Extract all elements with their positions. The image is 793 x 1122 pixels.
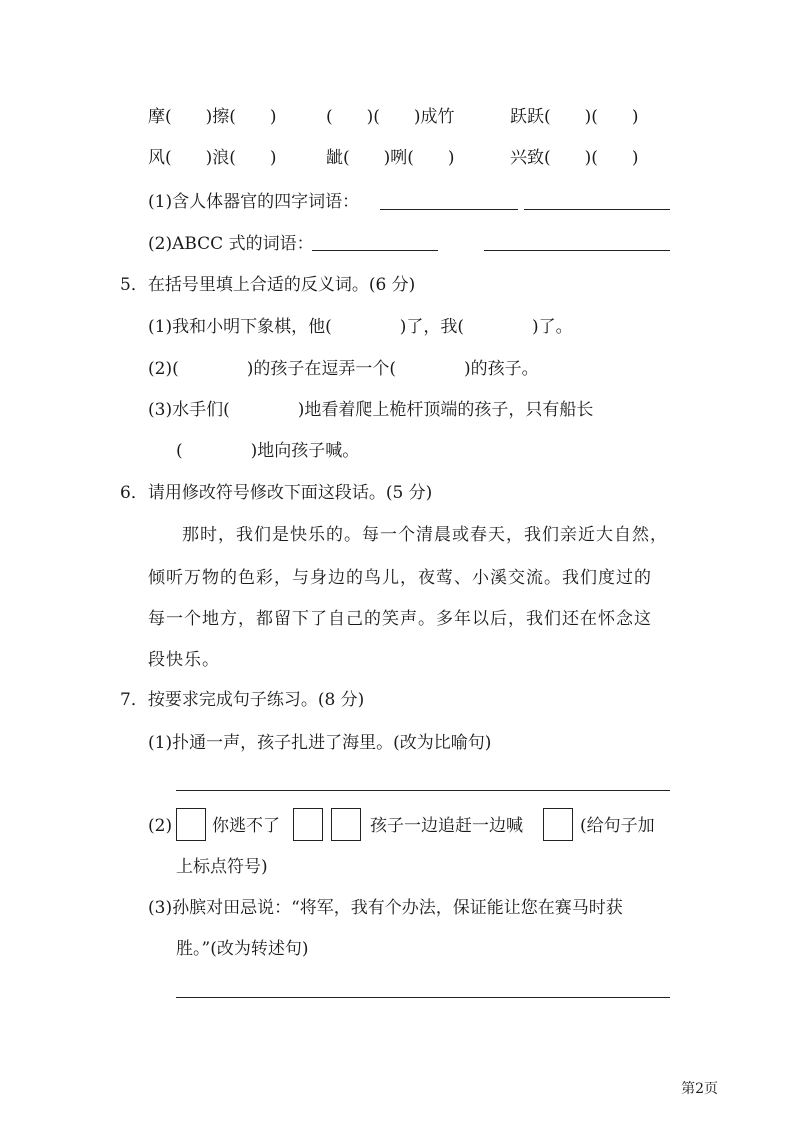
- q7-s2-label: (2): [148, 816, 173, 836]
- q5-title: 5．在括号里填上合适的反义词。(6 分): [120, 275, 416, 295]
- q4-sub2-answer-line-2[interactable]: [484, 250, 670, 251]
- page-number: 第2页: [681, 1081, 718, 1097]
- q7-title: 7．按要求完成句子练习。(8 分): [120, 690, 365, 710]
- q7-sentence-3b: 胜。”(改为转述句): [176, 939, 309, 959]
- punctuation-box-1[interactable]: [176, 808, 206, 841]
- q4-item-yueyue: 跃跃( )( ): [510, 107, 639, 127]
- q7-sentence-3a: (3)孙膑对田忌说：“将军，我有个办法，保证能让您在赛马时获: [148, 898, 623, 918]
- q5-sentence-3a: (3)水手们( )地看着爬上桅杆顶端的孩子，只有船长: [148, 400, 594, 420]
- q6-title: 6．请用修改符号修改下面这段话。(5 分): [120, 483, 433, 503]
- q5-sentence-2: (2)( )的孩子在逗弄一个( )的孩子。: [148, 359, 539, 379]
- q5-sentence-3b: ( )地向孩子喊。: [176, 441, 360, 461]
- q6-paragraph-line-3: 每一个地方，都留下了自己的笑声。多年以后，我们还在怀念这: [148, 609, 652, 629]
- q7-s2-text-a: 你逃不了: [212, 816, 280, 836]
- q6-paragraph-line-4: 段快乐。: [148, 650, 220, 670]
- q6-paragraph-line-1: 那时，我们是快乐的。每一个清晨或春天，我们亲近大自然，: [182, 525, 668, 545]
- q7-s2-text-d: 上标点符号): [176, 857, 268, 877]
- q7-sentence-1: (1)扑通一声，孩子扎进了海里。(改为比喻句): [148, 733, 492, 753]
- q4-sub2-label: (2)ABCC 式的词语：: [148, 234, 314, 254]
- punctuation-box-2[interactable]: [293, 808, 323, 841]
- q7-s1-answer-line[interactable]: [176, 790, 670, 791]
- q4-sub1-answer-line-1[interactable]: [380, 209, 518, 210]
- q4-sub2-answer-line-1[interactable]: [312, 250, 438, 251]
- q4-item-xiongyouchengzhu: ( )( )成竹: [326, 107, 455, 127]
- q4-sub1-answer-line-2[interactable]: [524, 209, 670, 210]
- punctuation-box-3[interactable]: [331, 808, 361, 841]
- q4-sub1-label: (1)含人体器官的四字词语：: [148, 192, 360, 212]
- q4-item-fenglang: 风( )浪( ): [148, 148, 277, 168]
- q7-s3-answer-line[interactable]: [176, 997, 670, 998]
- q7-s2-text-b: 孩子一边追赶一边喊: [370, 816, 523, 836]
- q4-item-mocaji: 摩( )擦( ): [148, 107, 277, 127]
- punctuation-box-4[interactable]: [543, 808, 573, 841]
- q4-item-xingzhi: 兴致( )( ): [510, 148, 639, 168]
- q4-item-ziya: 龇( )咧( ): [326, 148, 455, 168]
- q5-sentence-1: (1)我和小明下象棋，他( )了，我( )了。: [148, 317, 573, 337]
- q6-paragraph-line-2: 倾听万物的色彩，与身边的鸟儿，夜莺、小溪交流。我们度过的: [148, 568, 652, 588]
- q7-s2-text-c: (给句子加: [580, 816, 655, 836]
